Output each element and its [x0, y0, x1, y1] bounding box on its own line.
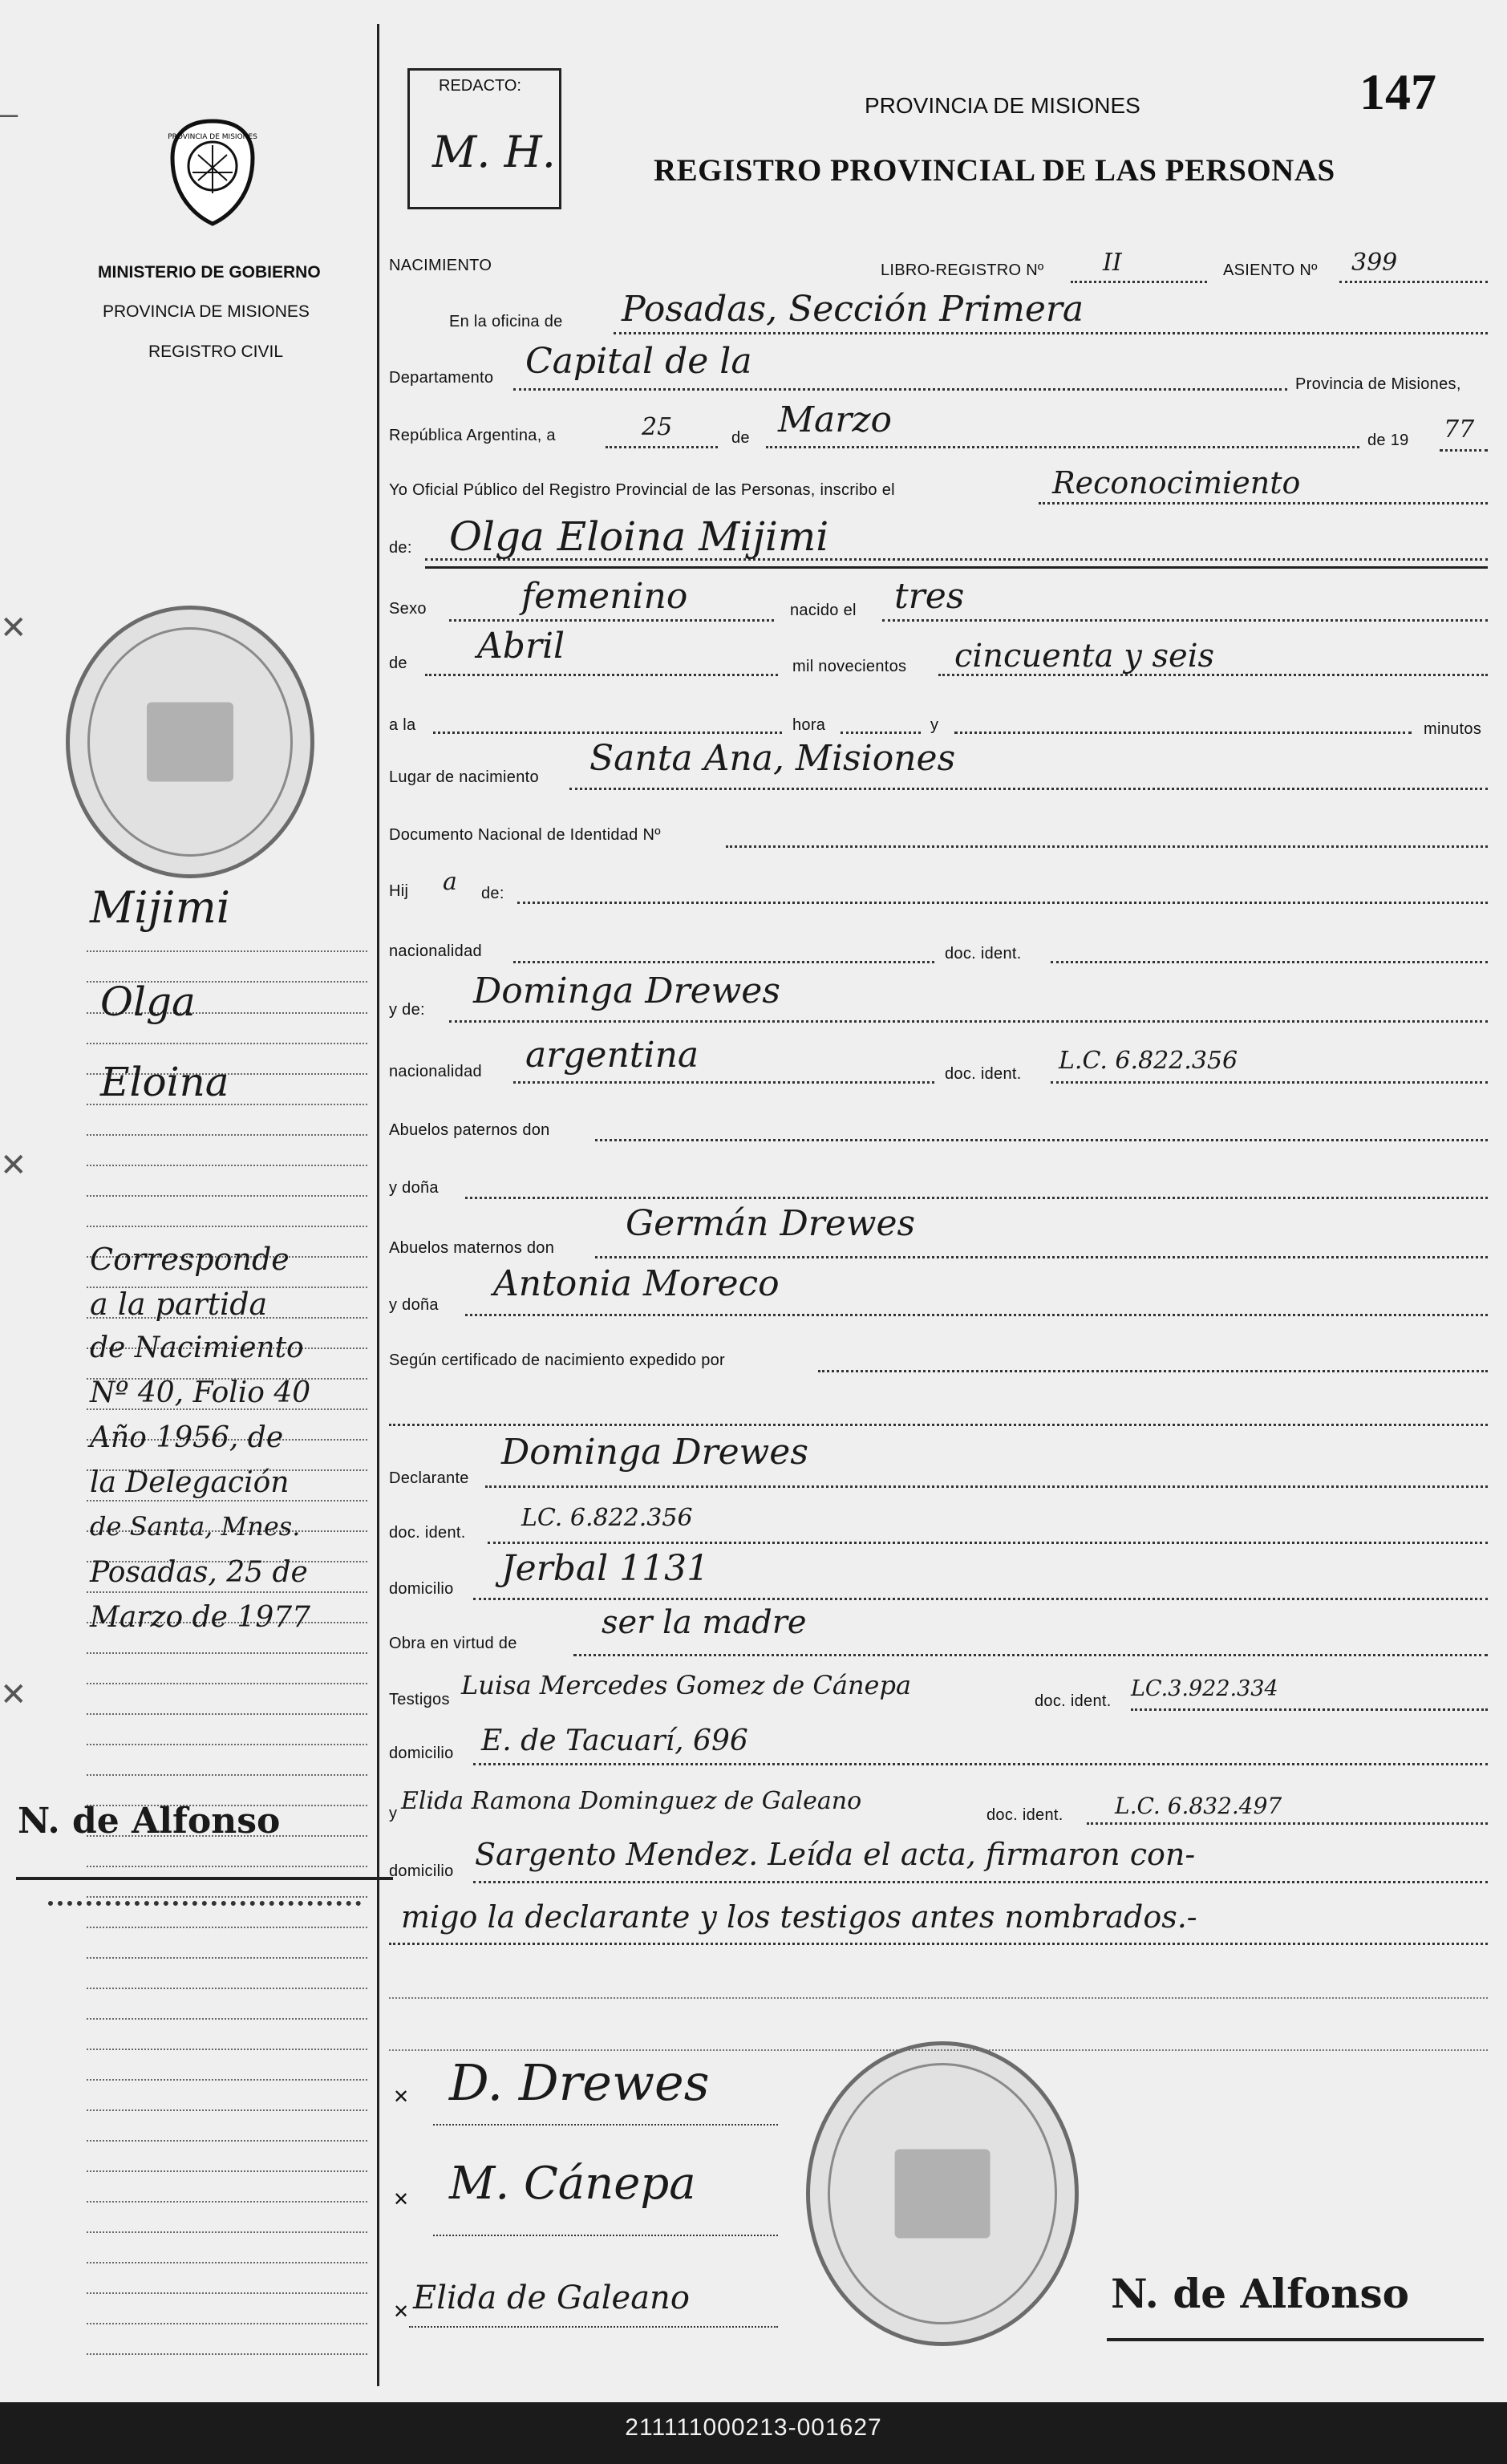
anio-label: de 19	[1367, 432, 1409, 449]
doc-ident-label: doc. ident.	[945, 945, 1022, 962]
signature-oficial: N. de Alfonso	[1111, 2270, 1409, 2317]
hijo-de-label: de:	[481, 885, 504, 902]
province-title: PROVINCIA DE MISIONES	[865, 93, 1140, 118]
binding-hole-icon: ✕	[0, 1148, 27, 1183]
lugar-label: Lugar de nacimiento	[389, 768, 539, 786]
nacionalidad-label: nacionalidad	[389, 1063, 482, 1080]
oficina-label: En la oficina de	[449, 313, 563, 330]
nacido-value: tres	[894, 576, 965, 617]
margin-note-line: la Delegación	[90, 1466, 290, 1499]
lugar-value: Santa Ana, Misiones	[589, 738, 956, 779]
testigo1-domicilio-value: E. de Tacuarí, 696	[481, 1724, 748, 1757]
official-stamp	[66, 606, 314, 878]
anio-value: 77	[1444, 415, 1475, 444]
abuelos-maternos-label: Abuelos maternos don	[389, 1239, 555, 1257]
testigo2-domicilio-value: Sargento Mendez. Leída el acta, firmaron con-	[475, 1837, 1196, 1872]
inscribo-value: Reconocimiento	[1052, 465, 1301, 500]
provincia-label: Provincia de Misiones,	[1295, 375, 1461, 393]
coat-of-arms-icon	[164, 116, 261, 229]
dni-label: Documento Nacional de Identidad Nº	[389, 826, 661, 844]
signature-mark-icon: ✕	[393, 2301, 410, 2323]
mil-value: cincuenta y seis	[954, 638, 1215, 675]
oficina-value: Posadas, Sección Primera	[622, 289, 1084, 330]
abuela-materna-value: Antonia Moreco	[493, 1263, 780, 1304]
mes-value: Marzo	[778, 399, 892, 440]
y-label: y	[930, 716, 939, 734]
redacto-box	[407, 68, 561, 209]
signature-declarante: D. Drewes	[449, 2053, 710, 2112]
abuelo-materno-value: Germán Drewes	[626, 1203, 916, 1244]
doc-ident-label: doc. ident.	[1035, 1692, 1112, 1710]
de-label: de	[731, 429, 750, 447]
dia-value: 25	[642, 413, 673, 441]
departamento-label: Departamento	[389, 369, 494, 387]
testigo2-value: Elida Ramona Dominguez de Galeano	[401, 1787, 862, 1815]
margin-note-line: de Santa, Mnes.	[90, 1511, 301, 1542]
doc-ident-label: doc. ident.	[986, 1806, 1063, 1824]
hijo-suffix: a	[443, 868, 457, 896]
binding-hole-icon: –	[0, 96, 18, 132]
margin-name-1: Olga	[100, 979, 196, 1025]
margin-note-line: de Nacimiento	[90, 1331, 304, 1364]
asiento-label: ASIENTO Nº	[1223, 261, 1318, 279]
doc-ident-label: doc. ident.	[945, 1065, 1022, 1083]
ydona-label: y doña	[389, 1296, 439, 1314]
domicilio-label: domicilio	[389, 1862, 454, 1880]
testigo2-doc-value: L.C. 6.832.497	[1115, 1793, 1282, 1819]
registry-title: REGISTRO PROVINCIAL DE LAS PERSONAS	[654, 153, 1335, 188]
nacido-label: nacido el	[790, 602, 857, 619]
inscribo-label: Yo Oficial Público del Registro Provincial de las Personas, inscribo el	[389, 481, 895, 499]
minutos-label: minutos	[1424, 720, 1482, 738]
closing-text: migo la declarante y los testigos antes nombrados.-	[401, 1899, 1197, 1935]
section-label: NACIMIENTO	[389, 257, 492, 274]
libro-value: II	[1103, 249, 1122, 277]
obra-value: ser la madre	[602, 1604, 807, 1641]
binding-hole-icon: ✕	[0, 610, 27, 646]
nacido-mes-value: Abril	[477, 626, 565, 667]
signature-testigo-1: M. Cánepa	[449, 2158, 696, 2210]
ministry-name: MINISTERIO DE GOBIERNO	[98, 263, 321, 282]
sexo-label: Sexo	[389, 600, 427, 618]
abuelos-paternos-label: Abuelos paternos don	[389, 1121, 550, 1139]
y-prefix: y	[389, 1805, 398, 1822]
domicilio-label: domicilio	[389, 1745, 454, 1762]
de2-label: de:	[389, 539, 412, 557]
left-province: PROVINCIA DE MISIONES	[103, 302, 310, 321]
testigo1-doc-value: LC.3.922.334	[1131, 1676, 1278, 1701]
declarante-domicilio-value: Jerbal 1131	[501, 1548, 710, 1589]
madre-doc-value: L.C. 6.822.356	[1059, 1047, 1238, 1075]
signature-mark-icon: ✕	[393, 2189, 410, 2211]
libro-label: LIBRO-REGISTRO Nº	[881, 261, 1044, 279]
margin-surname: Mijimi	[90, 882, 231, 933]
ala-label: a la	[389, 716, 416, 734]
margin-note-line: a la partida	[90, 1287, 268, 1322]
ydona-label: y doña	[389, 1179, 439, 1197]
hora-label: hora	[792, 716, 826, 734]
margin-name-2: Eloina	[100, 1059, 229, 1105]
seal-text: PROVINCIA DE MISIONES	[168, 133, 257, 141]
official-stamp	[806, 2041, 1079, 2346]
segun-label: Según certificado de nacimiento expedido por	[389, 1352, 726, 1369]
margin-note-line: Año 1956, de	[90, 1421, 284, 1454]
asiento-value: 399	[1351, 249, 1398, 277]
testigos-label: Testigos	[389, 1691, 450, 1708]
de3-label: de	[389, 654, 407, 672]
doc-ident-label: doc. ident.	[389, 1524, 466, 1542]
nombre-value: Olga Eloina Mijimi	[449, 513, 829, 560]
madre-value: Dominga Drewes	[473, 971, 780, 1011]
margin-signature: N. de Alfonso	[18, 1801, 281, 1842]
testigo1-value: Luisa Mercedes Gomez de Cánepa	[461, 1670, 912, 1700]
sexo-value: femenino	[521, 576, 688, 617]
declarante-label: Declarante	[389, 1469, 469, 1487]
declarante-value: Dominga Drewes	[501, 1432, 808, 1473]
margin-note-line: Corresponde	[90, 1242, 290, 1277]
redacto-label: REDACTO:	[439, 77, 521, 95]
departamento-value: Capital de la	[525, 341, 752, 382]
document-code: 211111000213-001627	[625, 2414, 882, 2441]
margin-divider	[377, 24, 379, 2386]
republica-label: República Argentina, a	[389, 427, 556, 444]
act-number: 147	[1359, 63, 1436, 120]
redacto-value: M. H.	[432, 127, 556, 177]
obra-label: Obra en virtud de	[389, 1635, 517, 1652]
margin-note-line: Posadas, 25 de	[90, 1556, 308, 1589]
margin-note-line: Marzo de 1977	[90, 1601, 311, 1634]
nacionalidad-label: nacionalidad	[389, 942, 482, 960]
signature-testigo-2: Elida de Galeano	[413, 2280, 690, 2316]
yde-label: y de:	[389, 1001, 425, 1019]
signature-mark-icon: ✕	[393, 2086, 410, 2108]
registry-office: REGISTRO CIVIL	[148, 342, 284, 361]
margin-note-line: Nº 40, Folio 40	[90, 1376, 311, 1409]
binding-hole-icon: ✕	[0, 1677, 27, 1712]
declarante-doc-value: LC. 6.822.356	[521, 1504, 693, 1532]
mil-label: mil novecientos	[792, 658, 907, 675]
hijo-label: Hij	[389, 882, 409, 900]
domicilio-label: domicilio	[389, 1580, 454, 1598]
madre-nacionalidad-value: argentina	[525, 1035, 699, 1076]
